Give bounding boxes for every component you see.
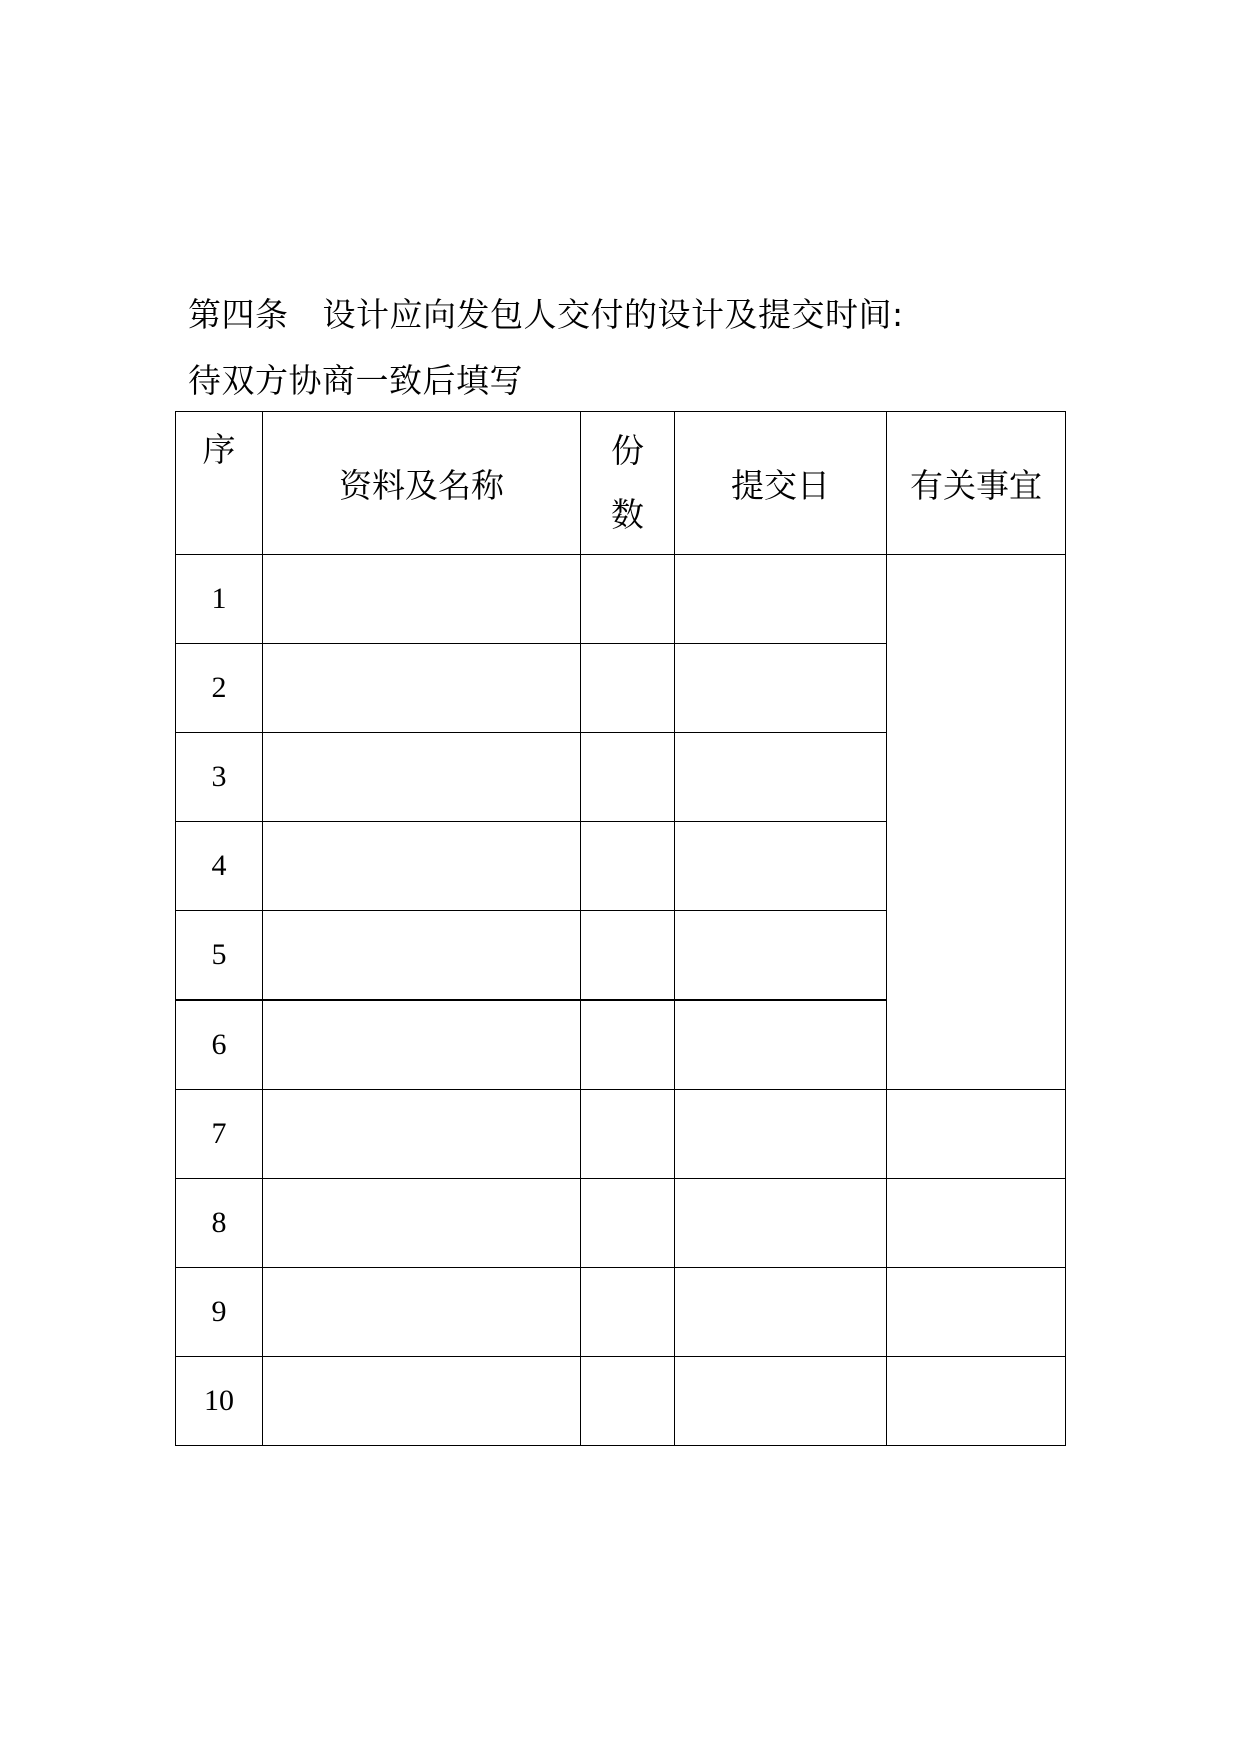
row-number: 9	[176, 1268, 263, 1357]
copies-cell[interactable]	[581, 1179, 675, 1268]
row-number: 7	[176, 1090, 263, 1179]
row-number: 3	[176, 733, 263, 822]
date-cell[interactable]	[675, 555, 887, 644]
table-row	[176, 1090, 1066, 1179]
article-number: 第四条	[188, 295, 289, 334]
date-cell[interactable]	[675, 1090, 887, 1179]
deliverables-table	[175, 411, 1066, 1446]
copies-cell[interactable]	[581, 911, 675, 1001]
table-row	[176, 1357, 1066, 1446]
remarks-cell[interactable]	[887, 1357, 1066, 1446]
copies-cell[interactable]	[581, 1357, 675, 1446]
copies-cell[interactable]	[581, 1090, 675, 1179]
date-cell[interactable]	[675, 911, 887, 1001]
name-cell[interactable]	[263, 1000, 581, 1090]
name-cell[interactable]	[263, 1090, 581, 1179]
remarks-cell[interactable]	[887, 1268, 1066, 1357]
article-heading	[188, 288, 904, 342]
row-number: 6	[176, 1000, 263, 1090]
copies-cell[interactable]	[581, 1000, 675, 1090]
copies-cell[interactable]	[581, 1268, 675, 1357]
header-name: 资料及名称	[263, 412, 581, 555]
row-number: 4	[176, 822, 263, 911]
header-remarks: 有关事宜	[887, 412, 1066, 555]
copies-cell[interactable]	[581, 644, 675, 733]
row-number: 5	[176, 911, 263, 1001]
copies-cell[interactable]	[581, 822, 675, 911]
name-cell[interactable]	[263, 644, 581, 733]
header-copies-top: 份	[611, 431, 644, 470]
header-date: 提交日	[675, 412, 887, 555]
row-number: 1	[176, 555, 263, 644]
header-copies-bottom: 数	[611, 495, 644, 534]
date-cell[interactable]	[675, 644, 887, 733]
article-title: 设计应向发包人交付的设计及提交时间:	[322, 295, 904, 334]
date-cell[interactable]	[675, 733, 887, 822]
remarks-merged-cell[interactable]	[887, 555, 1066, 1090]
header-copies	[581, 412, 675, 555]
copies-cell[interactable]	[581, 733, 675, 822]
fill-note: 待双方协商一致后填写	[188, 361, 523, 400]
row-number: 2	[176, 644, 263, 733]
remarks-cell[interactable]	[887, 1179, 1066, 1268]
name-cell[interactable]	[263, 822, 581, 911]
header-seq: 序	[176, 412, 263, 555]
table-row	[176, 1179, 1066, 1268]
date-cell[interactable]	[675, 1000, 887, 1090]
name-cell[interactable]	[263, 555, 581, 644]
table-row	[176, 1268, 1066, 1357]
name-cell[interactable]	[263, 1268, 581, 1357]
table-row	[176, 555, 1066, 644]
copies-cell[interactable]	[581, 555, 675, 644]
name-cell[interactable]	[263, 911, 581, 1001]
date-cell[interactable]	[675, 1357, 887, 1446]
date-cell[interactable]	[675, 822, 887, 911]
name-cell[interactable]	[263, 1357, 581, 1446]
date-cell[interactable]	[675, 1179, 887, 1268]
remarks-cell[interactable]	[887, 1090, 1066, 1179]
name-cell[interactable]	[263, 1179, 581, 1268]
row-number: 8	[176, 1179, 263, 1268]
table-header-row	[176, 412, 1066, 555]
date-cell[interactable]	[675, 1268, 887, 1357]
name-cell[interactable]	[263, 733, 581, 822]
row-number: 10	[176, 1357, 263, 1446]
